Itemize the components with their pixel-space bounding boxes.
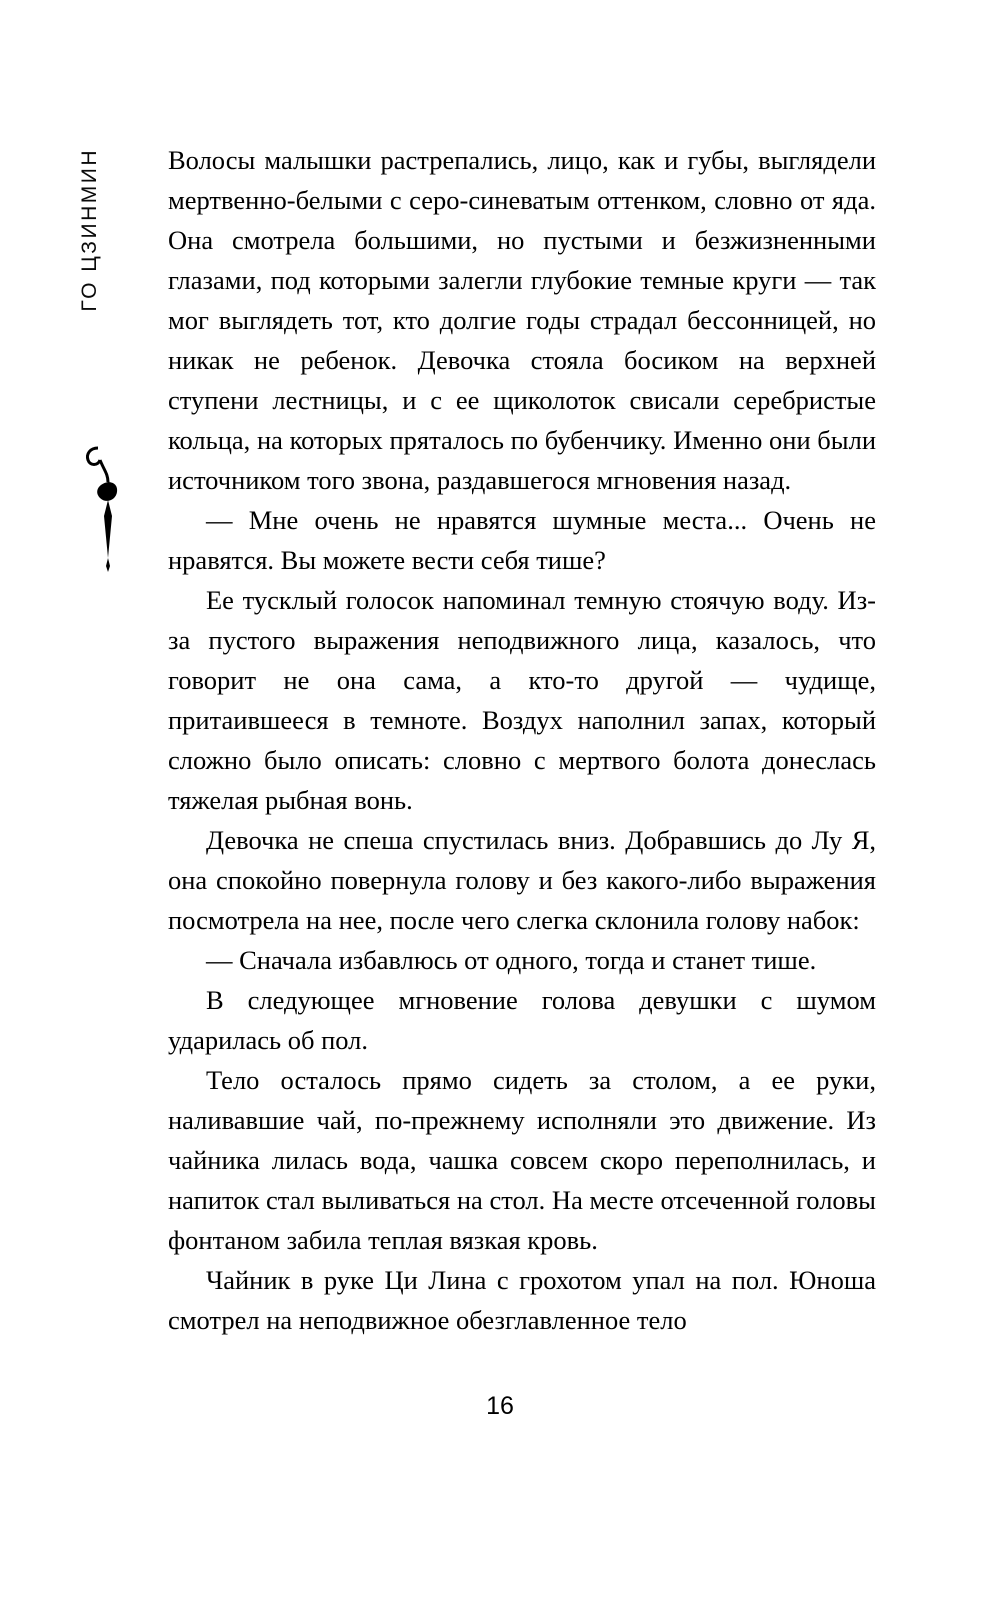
paragraph: — Мне очень не нравятся шумные места... Очень не нравятся. Вы можете вести себя тише? bbox=[168, 505, 876, 575]
page-number: 16 bbox=[486, 1392, 514, 1420]
running-head-text: ГО ЦЗИНМИН bbox=[78, 148, 101, 312]
paragraph: Тело осталось прямо сидеть за столом, а ее руки, наливавшие чай, по-прежнему исполняли это движение. Из чайника лилась вода, чашка совсем скоро переполнилась, и напиток стал выливаться на стол. На месте отсеченной головы фонтаном забила теплая вязкая кровь. bbox=[168, 1065, 876, 1255]
paragraph: Волосы малышки растрепались, лицо, как и губы, выглядели мертвенно-белыми с серо-синеватым оттенком, словно от яда. Она смотрела большими, но пустыми и безжизненными глазами, под которыми залегли глубокие темные круги — так мог выглядеть тот, кто долгие годы страдал бессонницей, но никак не ребенок. Девочка стояла босиком на верхней ступени лестницы, и с ее щиколоток свисали серебристые кольца, на которых пряталось по бубенчику. Именно они были источником того звона, раздавшегося мгновения назад. bbox=[168, 145, 876, 495]
flourish-ornament-icon bbox=[84, 440, 132, 580]
paragraph: — Сначала избавлюсь от одного, тогда и станет тише. bbox=[206, 945, 817, 975]
paragraph: Ее тусклый голосок напоминал темную стоячую воду. Из-за пустого выражения неподвижного лица, казалось, что говорит не она сама, а кто-то другой — чудище, притаившееся в темноте. Воздух наполнил запах, который сложно было описать: словно с мертвого болота донеслась тяжелая рыбная вонь. bbox=[168, 585, 876, 815]
paragraph: Девочка не спеша спустилась вниз. Добравшись до Лу Я, она спокойно повернула голову и без какого-либо выражения посмотрела на нее, после чего слегка склонила голову набок: bbox=[168, 825, 876, 935]
paragraph: В следующее мгновение голова девушки с шумом ударилась об пол. bbox=[168, 985, 876, 1055]
body-text bbox=[168, 140, 876, 1340]
running-head bbox=[70, 148, 110, 388]
paragraph: Чайник в руке Ци Лина с грохотом упал на пол. Юноша смотрел на неподвижное обезглавленное тело bbox=[168, 1265, 876, 1335]
